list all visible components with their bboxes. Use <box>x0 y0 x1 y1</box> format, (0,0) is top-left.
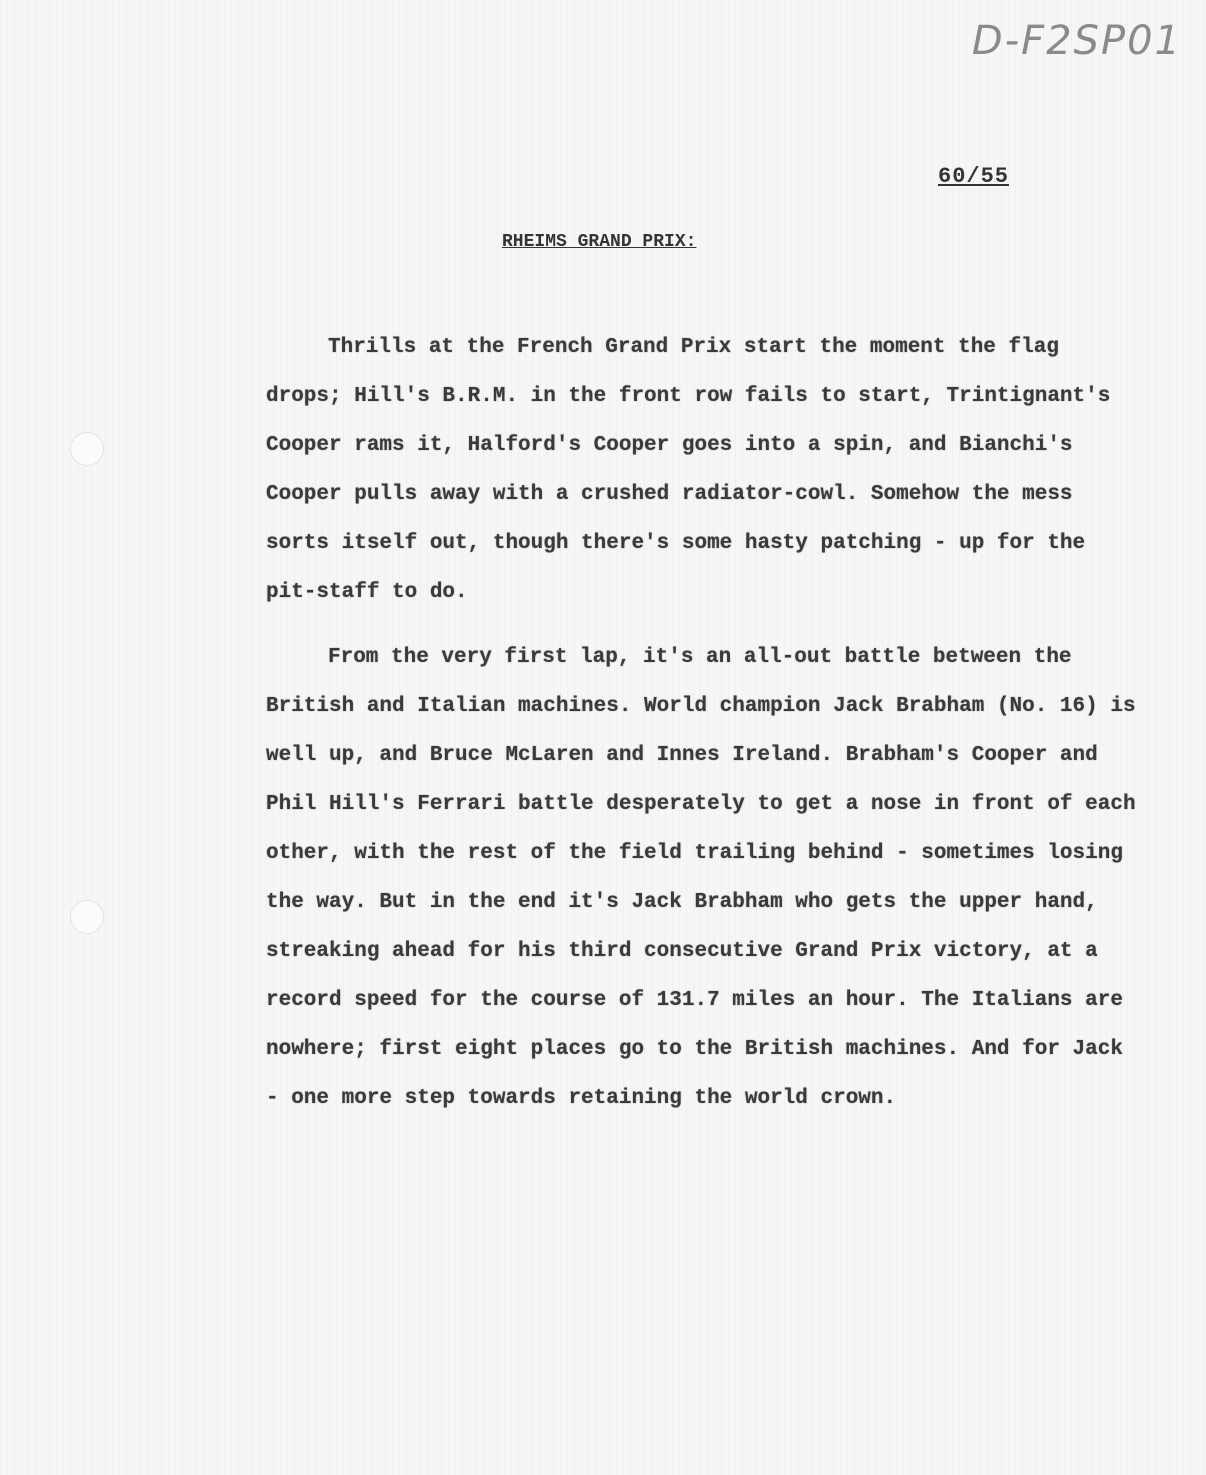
paragraph: From the very first lap, it's an all-out battle between the British and Italian machines. World champion Jack Brabham (No. 16) is well up, and Bruce McLaren and Innes Ireland. Brabham's Cooper and Phil Hill's Ferrari battle desperately to get a nose in front of each other, with the rest of the field trailing behind - sometimes losing the way. But in the end it's Jack Brabham who gets the upper hand, streaking ahead for his third consecutive Grand Prix victory, at a record speed for the course of 131.7 miles an hour. The Italians are nowhere; first eight places go to the British machines. And for Jack - one more step towards retaining the world crown. <box>266 646 1136 1110</box>
paragraph: Thrills at the French Grand Prix start the moment the flag drops; Hill's B.R.M. in the front row fails to start, Trintignant's Cooper rams it, Halford's Cooper goes into a spin, and Bianchi's Cooper pulls away with a crushed radiator-cowl. Somehow the mess sorts itself out, though there's some hasty patching - up for the pit-staff to do. <box>266 336 1111 604</box>
punch-hole <box>70 900 104 934</box>
punch-hole <box>70 432 104 466</box>
story-headline: RHEIMS GRAND PRIX: <box>502 232 697 252</box>
reel-number: 60/55 <box>938 164 1010 189</box>
story-body <box>266 323 1136 1139</box>
handwritten-archive-ref: D-F2SP01 <box>971 18 1182 64</box>
